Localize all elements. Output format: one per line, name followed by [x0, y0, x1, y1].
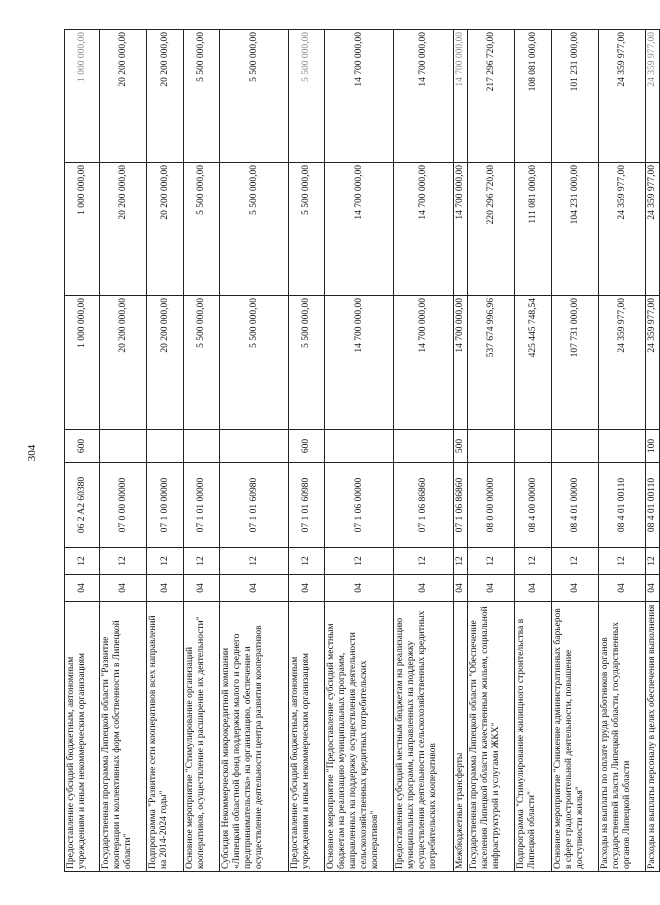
amount-year-1: 5 500 000,00 — [220, 296, 289, 430]
amount-year-1: 537 674 996,96 — [468, 296, 515, 430]
expense-type-code — [468, 430, 515, 463]
ministry-code: 04 — [100, 575, 147, 602]
row-name: Основное мероприятие "Снижение административных барьеров в сфере градостроительной деятельности, повышение доступности жилья" — [552, 602, 599, 872]
amount-year-1: 14 700 000,00 — [394, 296, 454, 430]
target-item-code: 07 1 06 00000 — [325, 463, 394, 548]
target-item-code: 07 0 00 00000 — [100, 463, 147, 548]
table-row — [468, 30, 515, 872]
section-code: 12 — [100, 548, 147, 575]
target-item-code: 07 1 00 00000 — [147, 463, 184, 548]
ministry-code: 04 — [515, 575, 552, 602]
row-name: Государственная программа Липецкой области "Обеспечение населения Липецкой области качественным жильем, социальной инфраструктурой и услугами ЖКХ" — [468, 602, 515, 872]
table-row — [515, 30, 552, 872]
target-item-code: 08 4 01 00110 — [646, 463, 660, 548]
ministry-code: 04 — [394, 575, 454, 602]
amount-year-1: 14 700 000,00 — [325, 296, 394, 430]
amount-year-2: 5 500 000,00 — [220, 163, 289, 296]
expense-type-code: 600 — [289, 430, 325, 463]
ministry-code: 04 — [147, 575, 184, 602]
target-item-code: 07 1 06 86860 — [454, 463, 468, 548]
amount-year-3: 5 500 000,00 — [220, 30, 289, 163]
section-code: 12 — [599, 548, 646, 575]
amount-year-2: 24 359 977,00 — [646, 163, 660, 296]
ministry-code: 04 — [646, 575, 660, 602]
budget-table-frame — [64, 30, 657, 872]
table-row — [147, 30, 184, 872]
target-item-code: 08 4 01 00110 — [599, 463, 646, 548]
expense-type-code — [552, 430, 599, 463]
table-row — [289, 30, 325, 872]
amount-year-1: 1 000 000,00 — [65, 296, 100, 430]
amount-year-3: 24 359 977,00 — [646, 30, 660, 163]
ministry-code: 04 — [552, 575, 599, 602]
amount-year-2: 111 081 000,00 — [515, 163, 552, 296]
amount-year-2: 5 500 000,00 — [289, 163, 325, 296]
section-code: 12 — [147, 548, 184, 575]
amount-year-3: 14 700 000,00 — [454, 30, 468, 163]
section-code: 12 — [515, 548, 552, 575]
ministry-code: 04 — [325, 575, 394, 602]
ministry-code: 04 — [289, 575, 325, 602]
expense-type-code — [220, 430, 289, 463]
amount-year-1: 14 700 000,00 — [454, 296, 468, 430]
section-code: 12 — [552, 548, 599, 575]
amount-year-1: 20 200 000,00 — [147, 296, 184, 430]
target-item-code: 07 1 01 00000 — [184, 463, 220, 548]
ministry-code: 04 — [468, 575, 515, 602]
expense-type-code — [599, 430, 646, 463]
amount-year-3: 14 700 000,00 — [394, 30, 454, 163]
row-name: Расходы на выплаты персоналу в целях обеспечения выполнения — [646, 602, 660, 872]
row-name: Основное мероприятие "Стимулирование организаций кооперативов, осуществление и расширение их деятельности" — [184, 602, 220, 872]
expense-type-code — [394, 430, 454, 463]
table-row — [100, 30, 147, 872]
section-code: 12 — [646, 548, 660, 575]
expense-type-code: 500 — [454, 430, 468, 463]
section-code: 12 — [454, 548, 468, 575]
row-name: Предоставление субсидий бюджетным, автономным учреждениям и иным некоммерческим организациям — [289, 602, 325, 872]
amount-year-1: 5 500 000,00 — [184, 296, 220, 430]
ministry-code: 04 — [599, 575, 646, 602]
amount-year-1: 24 359 977,00 — [599, 296, 646, 430]
row-name: Предоставление субсидий бюджетным, автономным учреждениям и иным некоммерческим организациям — [65, 602, 100, 872]
row-name: Предоставление субсидий местным бюджетам на реализацию муниципальных программ, направленных на поддержку осуществления деятельности сельскохозяйственных кредитных потребительских кооперативов — [394, 602, 454, 872]
expense-type-code — [325, 430, 394, 463]
amount-year-3: 5 500 000,00 — [289, 30, 325, 163]
amount-year-3: 20 200 000,00 — [147, 30, 184, 163]
table-row — [646, 30, 660, 872]
target-item-code: 07 1 06 86860 — [394, 463, 454, 548]
amount-year-1: 5 500 000,00 — [289, 296, 325, 430]
section-code: 12 — [394, 548, 454, 575]
table-row — [454, 30, 468, 872]
amount-year-2: 24 359 977,00 — [599, 163, 646, 296]
amount-year-3: 108 081 000,00 — [515, 30, 552, 163]
target-item-code: 08 4 00 00000 — [515, 463, 552, 548]
amount-year-1: 24 359 977,00 — [646, 296, 660, 430]
amount-year-3: 20 200 000,00 — [100, 30, 147, 163]
expense-type-code: 100 — [646, 430, 660, 463]
section-code: 12 — [289, 548, 325, 575]
target-item-code: 08 0 00 00000 — [468, 463, 515, 548]
ministry-code: 04 — [65, 575, 100, 602]
table-row — [65, 30, 100, 872]
table-row — [552, 30, 599, 872]
section-code: 12 — [184, 548, 220, 575]
section-code: 12 — [65, 548, 100, 575]
ministry-code: 04 — [454, 575, 468, 602]
amount-year-1: 20 200 000,00 — [100, 296, 147, 430]
amount-year-2: 14 700 000,00 — [325, 163, 394, 296]
rotated-page-content — [64, 30, 657, 872]
amount-year-2: 1 000 000,00 — [65, 163, 100, 296]
amount-year-3: 1 000 000,00 — [65, 30, 100, 163]
amount-year-2: 14 700 000,00 — [394, 163, 454, 296]
expense-type-code — [515, 430, 552, 463]
expense-type-code — [184, 430, 220, 463]
row-name: Государственная программа Липецкой области "Развитие кооперации и коллективных форм собственности в Липецкой области" — [100, 602, 147, 872]
amount-year-1: 107 731 000,00 — [552, 296, 599, 430]
amount-year-3: 24 359 977,00 — [599, 30, 646, 163]
row-name: Основное мероприятие "Предоставление субсидий местным бюджетам на реализацию муниципальных программ, направленных на поддержку осуществления деятельности сельскохозяйственных кредитных потребительских кооперативов" — [325, 602, 394, 872]
amount-year-2: 14 700 000,00 — [454, 163, 468, 296]
target-item-code: 07 1 01 60980 — [289, 463, 325, 548]
row-name: Подпрограмма "Стимулирование жилищного строительства в Липецкой области" — [515, 602, 552, 872]
table-row — [184, 30, 220, 872]
row-name: Межбюджетные трансферты — [454, 602, 468, 872]
target-item-code: 06 2 A2 60380 — [65, 463, 100, 548]
page-number: 304 — [26, 444, 38, 462]
expense-type-code — [147, 430, 184, 463]
row-name: Подпрограмма "Развитие сети кооперативов всех направлений на 2014-2024 годы" — [147, 602, 184, 872]
amount-year-1: 425 445 748,54 — [515, 296, 552, 430]
section-code: 12 — [325, 548, 394, 575]
row-name: Расходы на выплаты по оплате труда работников органов государственной власти Липецкой области, государственных органов Липецкой области — [599, 602, 646, 872]
table-row — [394, 30, 454, 872]
budget-table — [64, 29, 660, 872]
section-code: 12 — [468, 548, 515, 575]
amount-year-3: 14 700 000,00 — [325, 30, 394, 163]
table-row — [599, 30, 646, 872]
target-item-code: 07 1 01 60980 — [220, 463, 289, 548]
ministry-code: 04 — [220, 575, 289, 602]
target-item-code: 08 4 01 00000 — [552, 463, 599, 548]
amount-year-3: 5 500 000,00 — [184, 30, 220, 163]
amount-year-2: 104 231 000,00 — [552, 163, 599, 296]
row-name: Субсидия Некоммерческой микрокредитной компании «Липецкий областной фонд поддержки малого и среднего предпринимательства» на организацию, обеспечение и осуществление деятельности центра развития кооперативов — [220, 602, 289, 872]
table-row — [220, 30, 289, 872]
amount-year-3: 101 231 000,00 — [552, 30, 599, 163]
amount-year-2: 5 500 000,00 — [184, 163, 220, 296]
amount-year-2: 20 200 000,00 — [147, 163, 184, 296]
amount-year-2: 20 200 000,00 — [100, 163, 147, 296]
table-row — [325, 30, 394, 872]
amount-year-2: 220 296 720,00 — [468, 163, 515, 296]
ministry-code: 04 — [184, 575, 220, 602]
expense-type-code — [100, 430, 147, 463]
expense-type-code: 600 — [65, 430, 100, 463]
amount-year-3: 217 296 720,00 — [468, 30, 515, 163]
section-code: 12 — [220, 548, 289, 575]
